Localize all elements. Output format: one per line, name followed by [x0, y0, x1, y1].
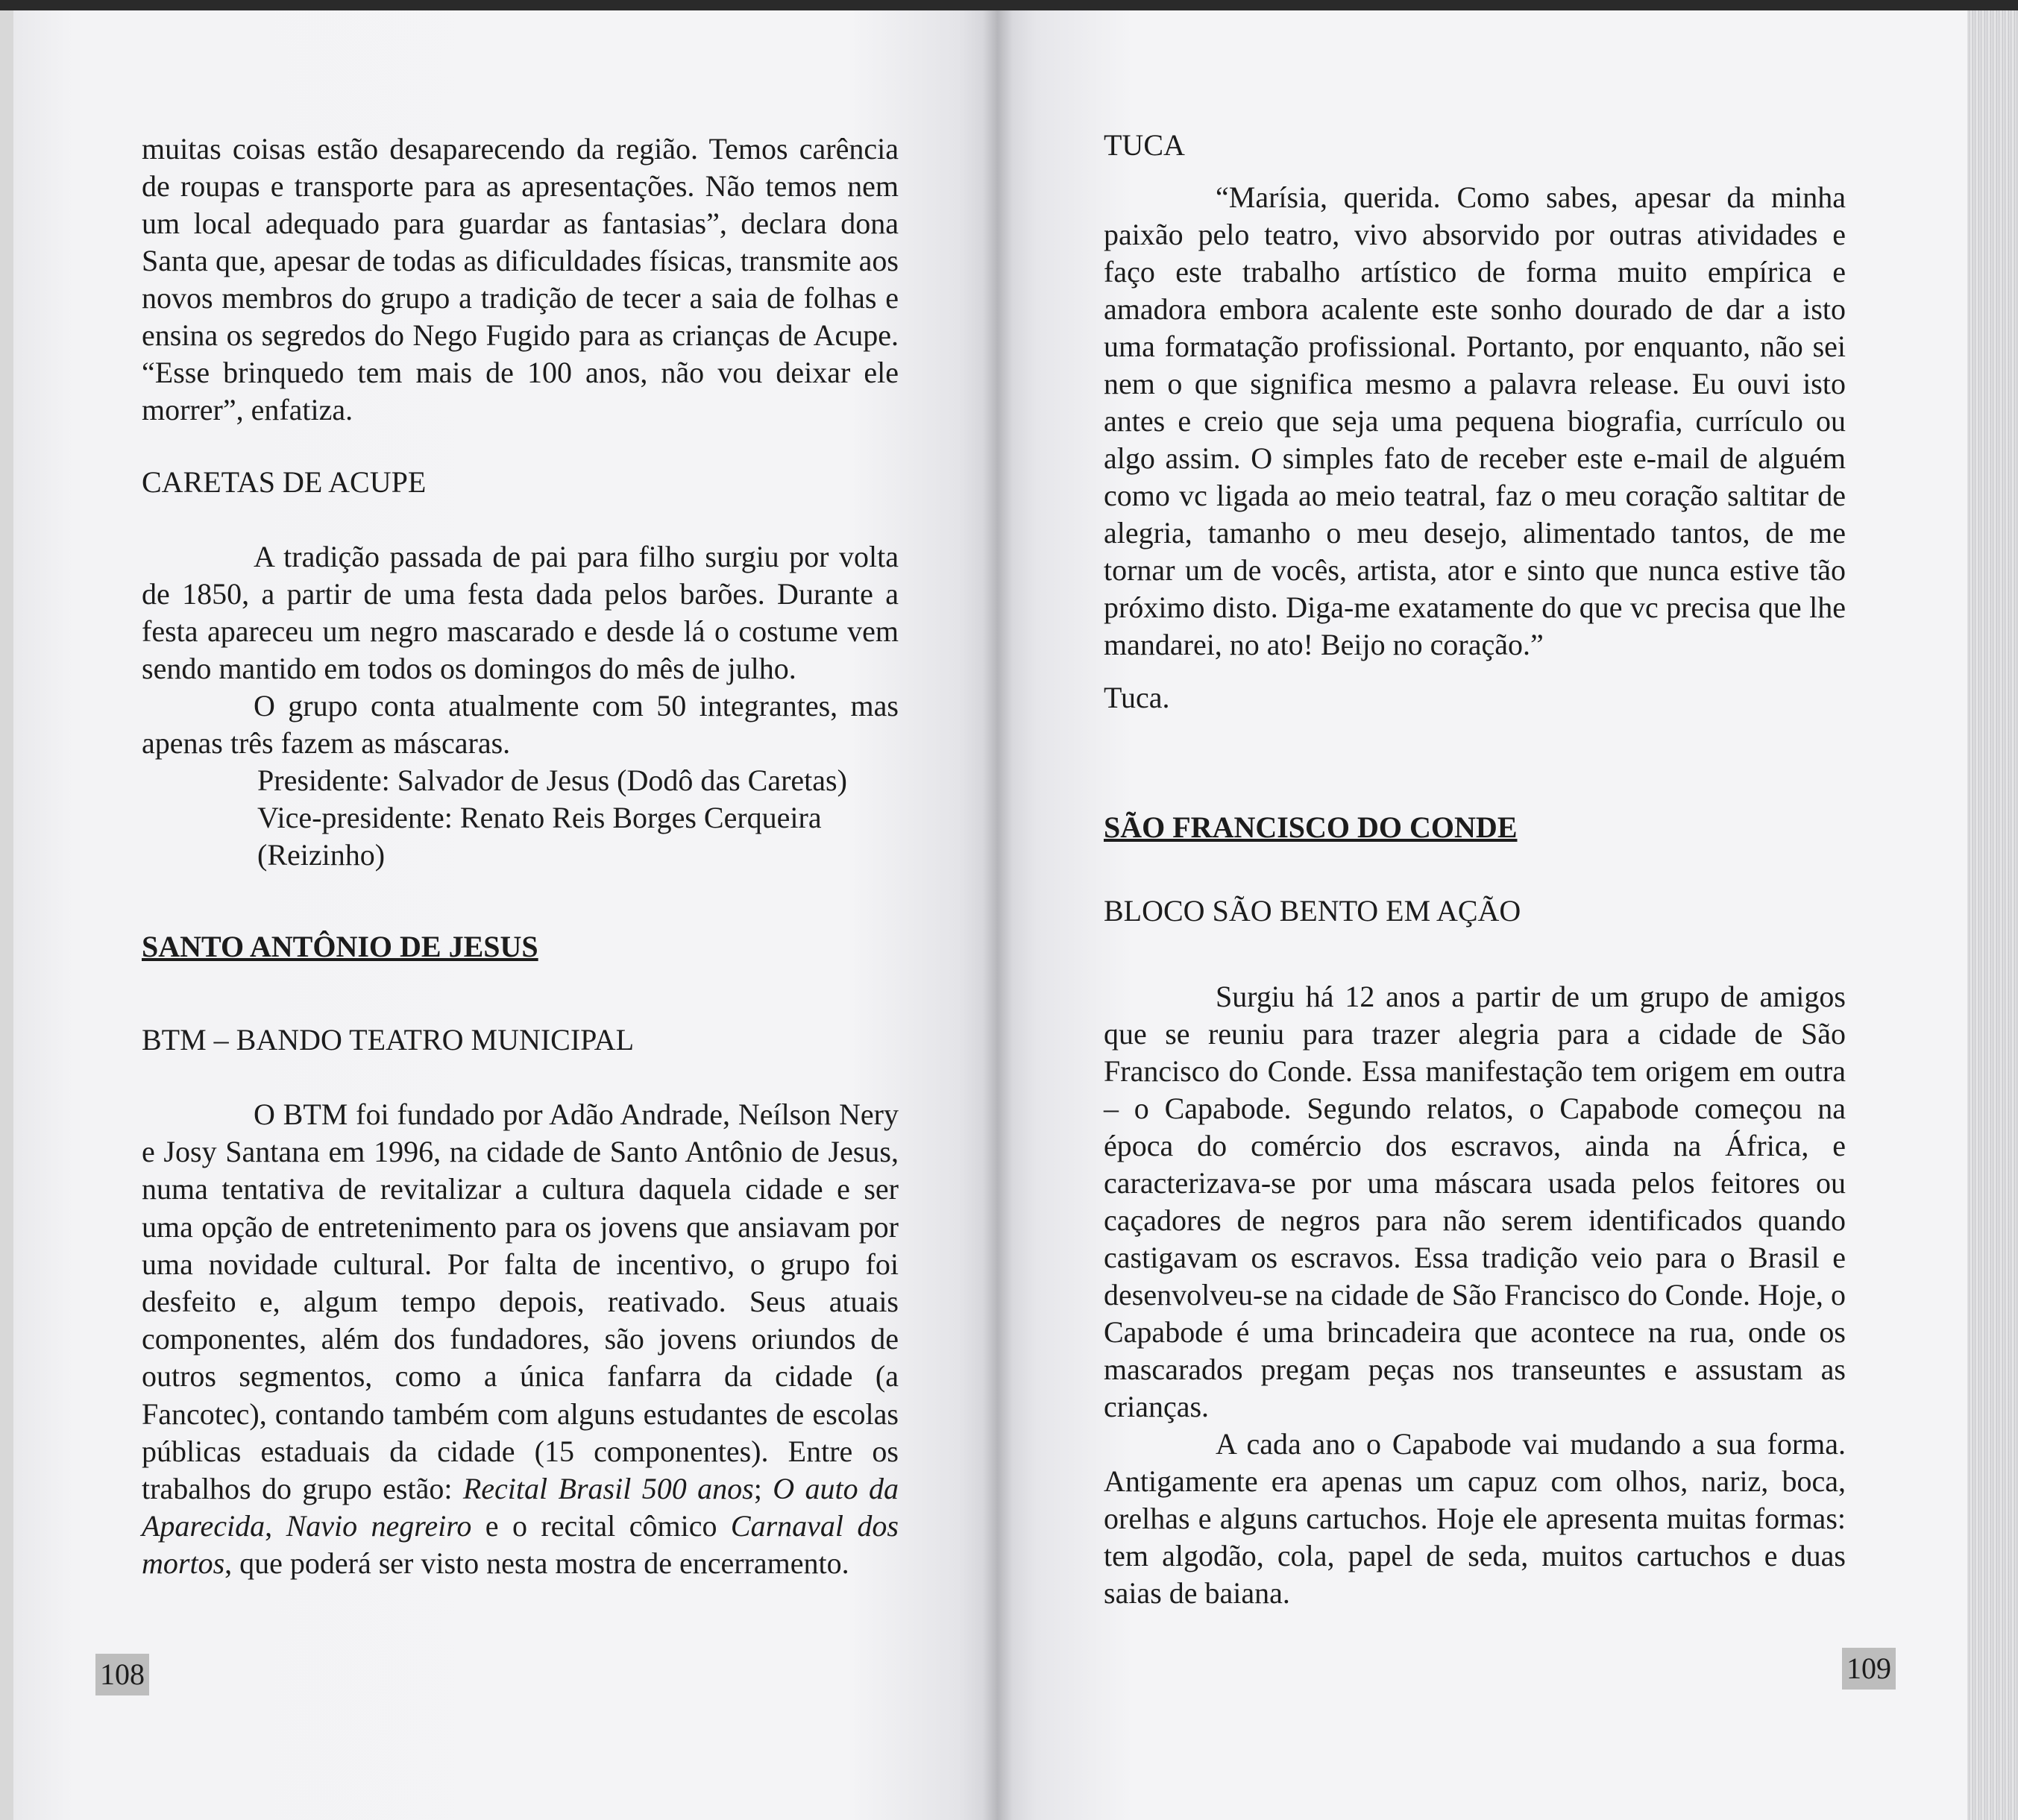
work-title: Navio negreiro [286, 1509, 472, 1543]
heading-caretas-de-acupe: CARETAS DE ACUPE [142, 465, 427, 499]
quote-paragraph: “Marísia, querida. Como sabes, apesar da minha paixão pelo teatro, vivo absorvido por outras atividades e faço este trabalho artístico de forma muito empírica e amadora embora acalente este sonho dourado de dar a isto uma formatação profissional. Portanto, por enquanto, não sei nem o que significa mesmo a palavra release. Eu ouvi isto antes e creio que seja uma pequena biografia, currículo ou algo assim. O simples fato de receber este e-mail de alguém como vc ligada ao meio teatral, faz o meu coração saltitar de alegria, tamanho o meu desejo, alimentado tantos, de me tornar um de vocês, artista, ator e sinto que nunca estive tão próximo disto. Diga-me exatamente do que vc precisa que lhe mandarei, no ato! Beijo no coração.” [1104, 180, 1846, 661]
heading-tuca: TUCA [1104, 128, 1185, 162]
left-block-1 [142, 130, 899, 429]
section-title-santo-antonio-de-jesus: SANTO ANTÔNIO DE JESUS [142, 930, 538, 963]
heading-bloco-sao-bento: BLOCO SÃO BENTO EM AÇÃO [1104, 894, 1521, 928]
right-heading-bloco [1104, 892, 1846, 930]
right-signature [1104, 679, 1846, 717]
paragraph: A tradição passada de pai para filho surgiu por volta de 1850, a partir de uma festa dada pelos barões. Durante a festa apareceu um negro mascarado e desde lá o costume vem sendo mantido em todos os domingos do mês de julho. [142, 540, 899, 685]
page-number-right: 109 [1842, 1648, 1896, 1690]
section-title-sao-francisco-do-conde: SÃO FRANCISCO DO CONDE [1104, 810, 1518, 844]
president-line: Presidente: Salvador de Jesus (Dodô das Caretas) [257, 763, 847, 797]
paragraph: O BTM foi fundado por Adão Andrade, Neílson Nery e Josy Santana em 1996, na cidade de Santo Antônio de Jesus, numa tentativa de revitalizar a cultura daquela cidade e ser uma opção de entretenimento para os jovens que ansiavam por uma novidade cultural. Por falta de incentivo, o grupo foi desfeito e, algum tempo depois, reativado. Seus atuais componentes, além dos fundadores, são jovens oriundos de outros segmentos, como a única fanfarra da cidade (a Fancotec), contando também com alguns estudantes de escolas públicas estaduais da cidade (15 componentes). Entre os trabalhos do grupo estão: Recital Brasil 500 anos; O auto da Aparecida, Navio negreiro e o recital cômico Carnaval dos mortos, que poderá ser visto nesta mostra de encerramento. [142, 1098, 899, 1581]
left-block-2 [142, 538, 899, 874]
work-title: O auto da Aparecida [142, 1472, 899, 1543]
right-block-1 [1104, 179, 1846, 664]
work-title: Carnaval dos mortos [142, 1509, 899, 1581]
right-section-sao-francisco [1104, 809, 1846, 846]
left-section-santo-antonio [142, 928, 899, 966]
scanner-top-edge [0, 0, 2018, 10]
paragraph: Surgiu há 12 anos a partir de um grupo de amigos que se reuniu para trazer alegria para a cidade de São Francisco do Conde. Essa manifestação tem origem em outra – o Capabode. Segundo relatos, o Capabode começou na época do comércio dos escravos, ainda na África, e caracterizava-se por uma máscara usada pelos feitores ou caçadores de negros para não serem identificados quando castigavam os escravos. Essa tradição veio para o Brasil e desenvolveu-se na cidade de São Francisco do Conde. Hoje, o Capabode é uma brincadeira que acontece na rua, onde os mascarados pregam peças nos transeuntes e assustam as crianças. [1104, 980, 1846, 1423]
left-heading-btm [142, 1021, 899, 1059]
work-title: Recital Brasil 500 anos [462, 1472, 754, 1506]
book-gutter [983, 10, 1013, 1820]
signature-tuca: Tuca. [1104, 681, 1170, 714]
paragraph: O grupo conta atualmente com 50 integrantes, mas apenas três fazem as máscaras. [142, 689, 899, 760]
right-block-2 [1104, 978, 1846, 1612]
heading-btm: BTM – BANDO TEATRO MUNICIPAL [142, 1023, 635, 1057]
page-number-left: 108 [95, 1654, 149, 1695]
left-block-3 [142, 1096, 899, 1583]
page-edges [1967, 10, 2018, 1820]
right-heading-tuca [1104, 127, 1846, 164]
paragraph: muitas coisas estão desaparecendo da região. Temos carência de roupas e transporte para as apresentações. Não temos nem um local adequado para guardar as fantasias”, declara dona Santa que, apesar de todas as dificuldades físicas, transmite aos novos membros do grupo a tradição de tecer a saia de folhas e ensina os segredos do Nego Fugido para as crianças de Acupe. “Esse brinquedo tem mais de 100 anos, não vou deixar ele morrer”, enfatiza. [142, 132, 899, 426]
left-heading-caretas [142, 464, 899, 501]
vice-president-line: Vice-presidente: Renato Reis Borges Cerqueira (Reizinho) [257, 801, 822, 872]
paragraph: A cada ano o Capabode vai mudando a sua forma. Antigamente era apenas um capuz com olhos, nariz, boca, orelhas e alguns cartuchos. Hoje ele apresenta muitas formas: tem algodão, cola, papel de seda, muitos cartuchos e duas saias de baiana. [1104, 1427, 1846, 1610]
